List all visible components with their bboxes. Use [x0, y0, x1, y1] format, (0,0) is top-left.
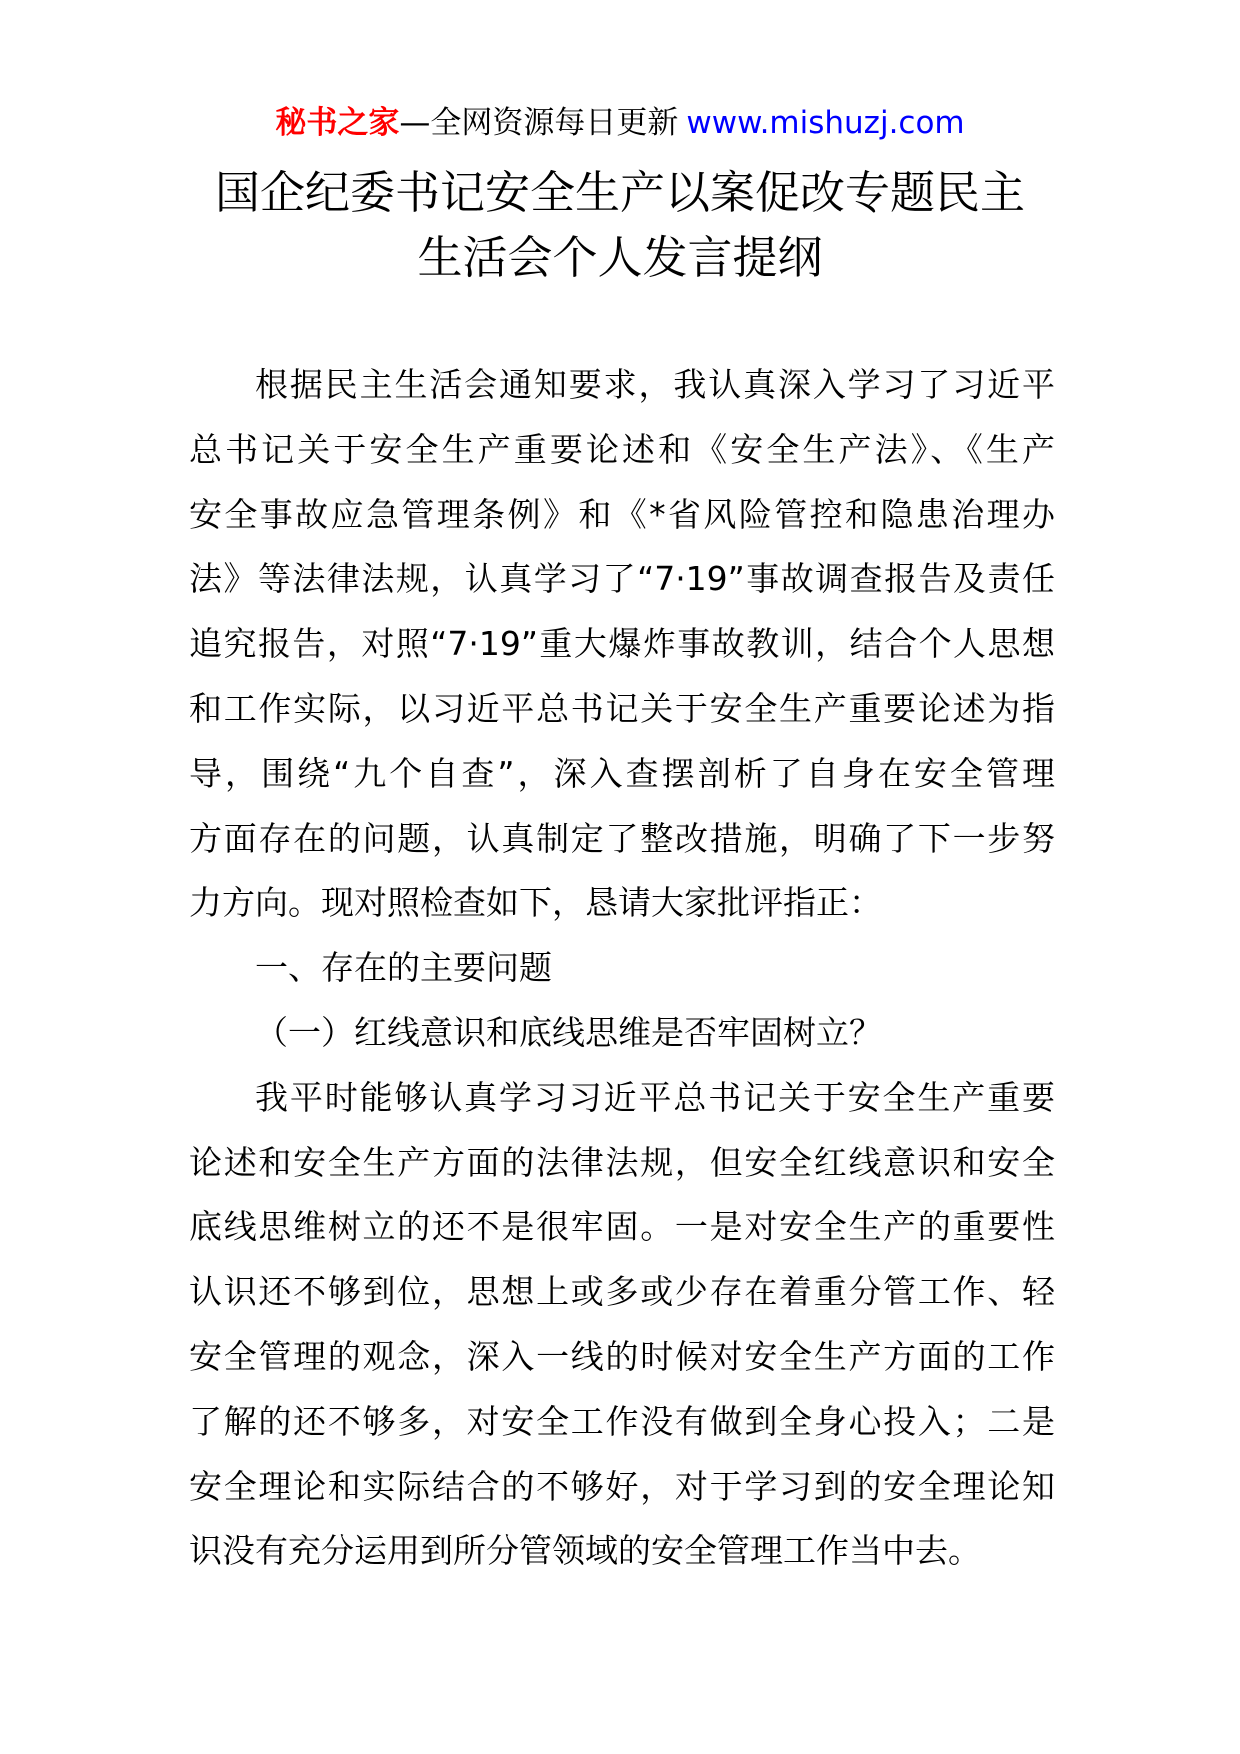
intro-line: 力方向。现对照检查如下，恳请大家批评指正：	[189, 883, 882, 923]
subsection-heading: （一）红线意识和底线思维是否牢固树立？	[255, 1012, 882, 1052]
intro-line: 导，围绕“九个自查”，深入查摆剖析了自身在安全管理	[189, 753, 1055, 793]
title-line: 生活会个人发言提纲	[417, 231, 823, 284]
intro-paragraph	[189, 353, 1055, 936]
intro-line: 和工作实际，以习近平总书记关于安全生产重要论述为指	[189, 688, 1055, 728]
paragraph-line: 安全管理的观念，深入一线的时候对安全生产方面的工作	[189, 1336, 1055, 1376]
brand-name: 秘书之家	[275, 105, 400, 141]
title-line: 国企纪委书记安全生产以案促改专题民主	[214, 166, 1025, 219]
paragraph-line: 了解的还不够多，对安全工作没有做到全身心投入；二是	[189, 1401, 1055, 1441]
site-url-link[interactable]: www.mishuzj.com	[686, 105, 965, 141]
paragraph-line: 识没有充分运用到所分管领域的安全管理工作当中去。	[189, 1531, 981, 1571]
document-body	[189, 353, 1055, 1584]
paragraph-line: 论述和安全生产方面的法律法规，但安全红线意识和安全	[189, 1142, 1055, 1182]
intro-line: 方面存在的问题，认真制定了整改措施，明确了下一步努	[189, 818, 1055, 858]
intro-line: 追究报告，对照“7·19”重大爆炸事故教训，结合个人思想	[189, 624, 1055, 664]
paragraph-line: 我平时能够认真学习习近平总书记关于安全生产重要	[255, 1077, 1055, 1117]
document-title	[0, 160, 1240, 290]
site-tagline: —全网资源每日更新	[399, 105, 679, 141]
intro-line: 安全事故应急管理条例》和《*省风险管控和隐患治理办	[189, 494, 1055, 534]
paragraph-line: 安全理论和实际结合的不够好，对于学习到的安全理论知	[189, 1466, 1055, 1506]
intro-line: 根据民主生活会通知要求，我认真深入学习了习近平	[255, 365, 1055, 404]
paragraph-line: 底线思维树立的还不是很牢固。一是对安全生产的重要性	[189, 1207, 1055, 1247]
site-header	[0, 103, 1240, 143]
paragraph-line: 认识还不够到位，思想上或多或少存在着重分管工作、轻	[189, 1272, 1055, 1312]
body-paragraph	[189, 1066, 1055, 1584]
intro-line: 法》等法律法规，认真学习了“7·19”事故调查报告及责任	[189, 559, 1055, 599]
section-heading: 一、存在的主要问题	[255, 948, 552, 988]
intro-line: 总书记关于安全生产重要论述和《安全生产法》、《生产	[189, 429, 1055, 469]
